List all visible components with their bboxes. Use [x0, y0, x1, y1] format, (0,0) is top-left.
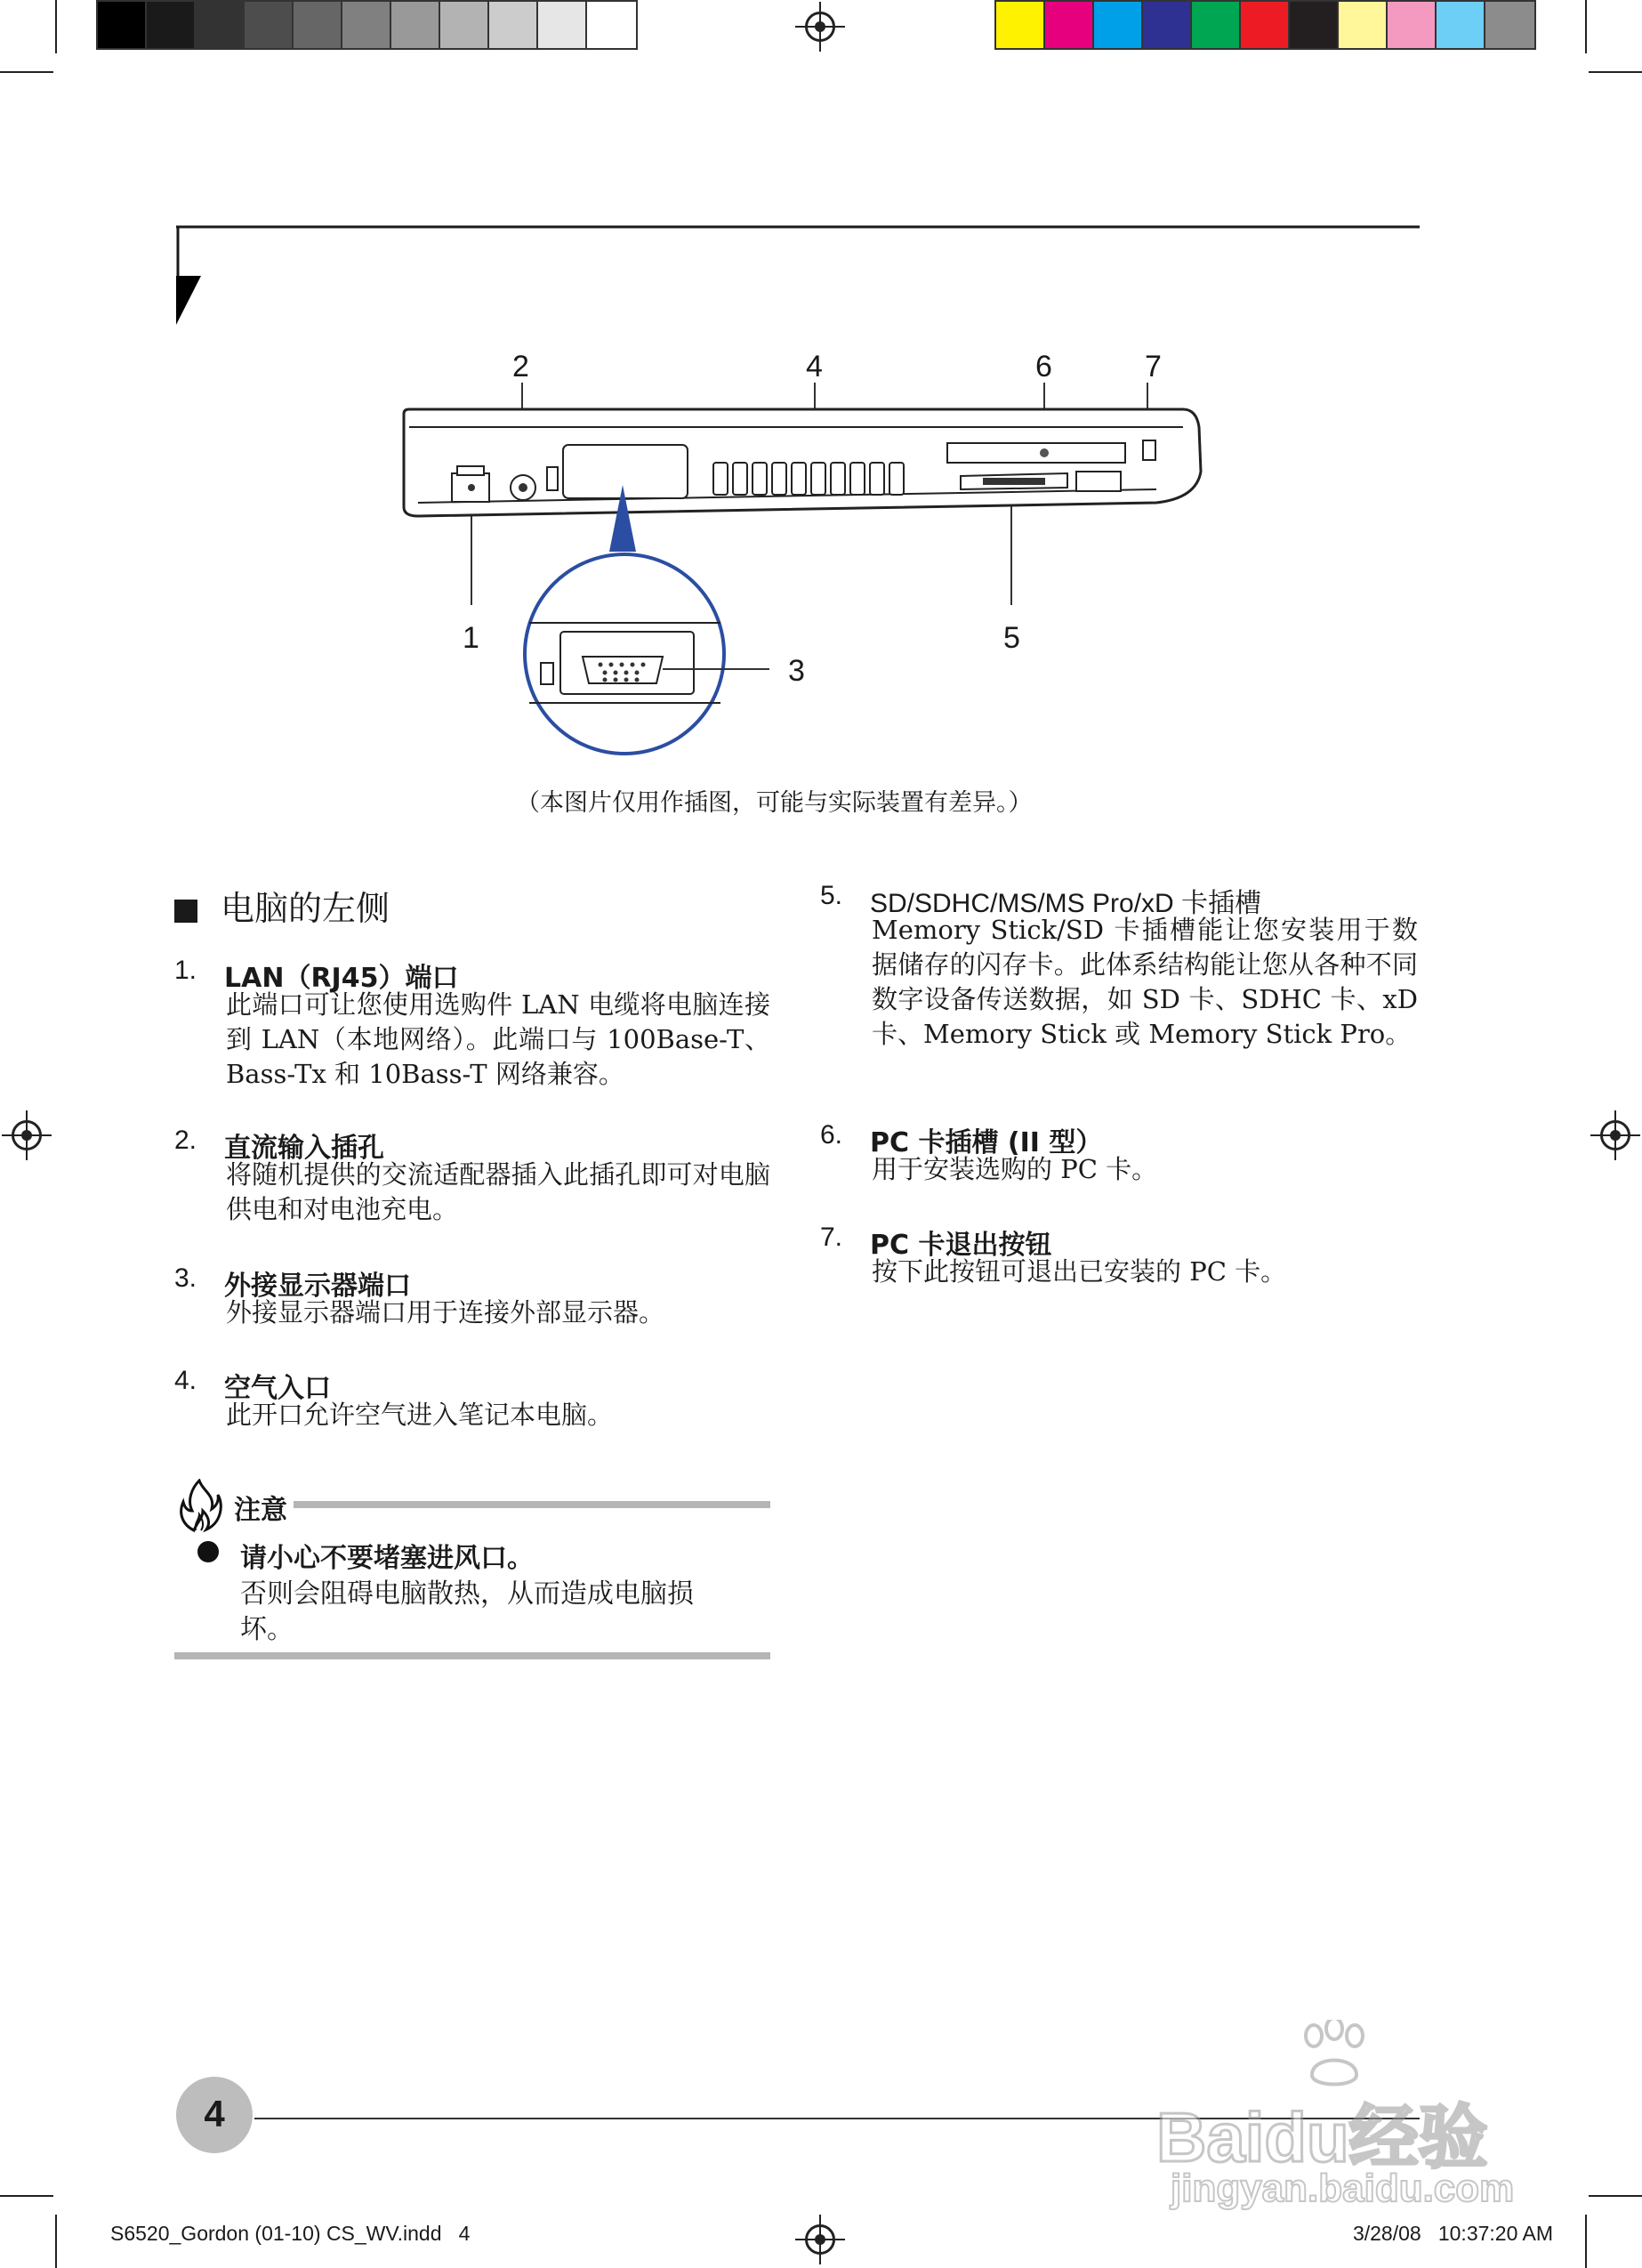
item-body: Memory Stick/SD 卡插槽能让您安装用于数据储存的闪存卡。此体系结构能让您从各种不同数字设备传送数据，如 SD 卡、SDHC 卡、xD 卡、Memory Stick 或 Memory Stick Pro。 — [872, 915, 1418, 1049]
color-swatch — [1388, 2, 1437, 48]
callout-6: 6 — [1035, 350, 1052, 383]
flame-warning-icon — [176, 1479, 222, 1532]
square-bullet-icon — [174, 900, 197, 923]
color-swatch — [1143, 2, 1192, 48]
section-heading-text: 电脑的左侧 — [221, 889, 390, 928]
color-swatch — [1339, 2, 1388, 48]
caution-bottom-rule — [174, 1652, 770, 1659]
callout-3: 3 — [788, 654, 805, 688]
item-number: 7. — [820, 1223, 843, 1252]
bullet-dot-icon — [197, 1541, 219, 1562]
item-body: 将随机提供的交流适配器插入此插孔即可对电脑供电和对电池充电。 — [226, 1159, 770, 1224]
color-swatch — [1192, 2, 1241, 48]
crop-mark — [1585, 0, 1587, 53]
figure-caption: （本图片仅用作插图，可能与实际装置有差异。） — [516, 789, 1033, 817]
slug-timestamp: 3/28/08 10:37:20 AM — [1352, 2222, 1553, 2245]
section-heading — [174, 881, 390, 930]
item-title: PC 卡退出按钮 — [870, 1230, 1052, 1261]
color-swatch — [1094, 2, 1143, 48]
item-number: 6. — [820, 1120, 843, 1150]
color-swatch — [147, 2, 196, 48]
color-swatch — [1045, 2, 1094, 48]
item-number: 5. — [820, 881, 843, 910]
callout-4: 4 — [806, 350, 823, 383]
caution-body: 否则会阻碍电脑散热，从而造成电脑损坏。 — [240, 1578, 694, 1645]
color-swatch — [1290, 2, 1339, 48]
caution-title-rule — [294, 1501, 770, 1508]
item-body: 用于安装选购的 PC 卡。 — [872, 1154, 1158, 1184]
crop-mark — [0, 71, 53, 73]
item-number: 4. — [174, 1366, 197, 1395]
item-body: 按下此按钮可退出已安装的 PC 卡。 — [872, 1256, 1287, 1287]
registration-mark-right — [1600, 1120, 1630, 1150]
color-swatch — [98, 2, 147, 48]
slug-filename: S6520_Gordon (01-10) CS_WV.indd 4 — [110, 2222, 471, 2245]
item-title: SD/SDHC/MS/MS Pro/xD 卡插槽 — [870, 889, 1262, 918]
color-swatch — [538, 2, 587, 48]
color-swatch — [489, 2, 538, 48]
color-swatch — [196, 2, 245, 48]
watermark-url: jingyan.baidu.com — [1171, 2167, 1515, 2210]
watermark-brand: Baidu经验 — [1156, 2098, 1488, 2176]
item-number: 3. — [174, 1263, 197, 1293]
page-number: 4 — [204, 2093, 225, 2135]
item-title: 直流输入插孔 — [224, 1133, 384, 1164]
color-swatch — [440, 2, 489, 48]
caution-bullet: 请小心不要堵塞进风口。 — [240, 1543, 534, 1574]
color-swatch — [1485, 2, 1534, 48]
callout-7: 7 — [1145, 350, 1162, 383]
color-swatch — [294, 2, 342, 48]
registration-mark-bottom — [805, 2224, 835, 2255]
color-swatch — [1241, 2, 1290, 48]
item-title: 空气入口 — [224, 1373, 331, 1404]
item-number: 2. — [174, 1126, 197, 1155]
color-swatch — [245, 2, 294, 48]
item-body: 此端口可让您使用选购件 LAN 电缆将电脑连接到 LAN（本地网络）。此端口与 100Base-T、Bass-Tx 和 10Bass-T 网络兼容。 — [226, 989, 770, 1089]
item-body: 外接显示器端口用于连接外部显示器。 — [226, 1297, 665, 1328]
paw-logo-icon — [1294, 2020, 1374, 2091]
crop-mark — [1589, 71, 1642, 73]
item-number: 1. — [174, 956, 197, 985]
callout-5: 5 — [1003, 621, 1020, 655]
color-swatch — [391, 2, 440, 48]
caution-title: 注意 — [234, 1495, 287, 1526]
crop-mark — [0, 2195, 53, 2197]
color-swatch — [996, 2, 1045, 48]
laptop-left-side-illustration — [391, 338, 1210, 765]
registration-mark-top — [805, 12, 835, 42]
crop-mark — [1585, 2215, 1587, 2268]
color-swatch — [1437, 2, 1485, 48]
crop-mark — [55, 0, 57, 53]
item-title: LAN（RJ45）端口 — [224, 963, 459, 994]
item-title: PC 卡插槽 (II 型） — [870, 1127, 1103, 1158]
callout-1: 1 — [463, 621, 479, 655]
callout-2: 2 — [512, 350, 529, 383]
crop-mark — [1589, 2195, 1642, 2197]
color-swatch — [342, 2, 391, 48]
baidu-watermark — [1156, 2020, 1574, 2216]
registration-mark-left — [12, 1120, 42, 1150]
color-swatch — [587, 2, 636, 48]
item-body: 此开口允许空气进入笔记本电脑。 — [226, 1400, 614, 1430]
item-title: 外接显示器端口 — [224, 1271, 411, 1302]
crop-mark — [55, 2215, 57, 2268]
chapter-header-rule — [174, 222, 1420, 329]
